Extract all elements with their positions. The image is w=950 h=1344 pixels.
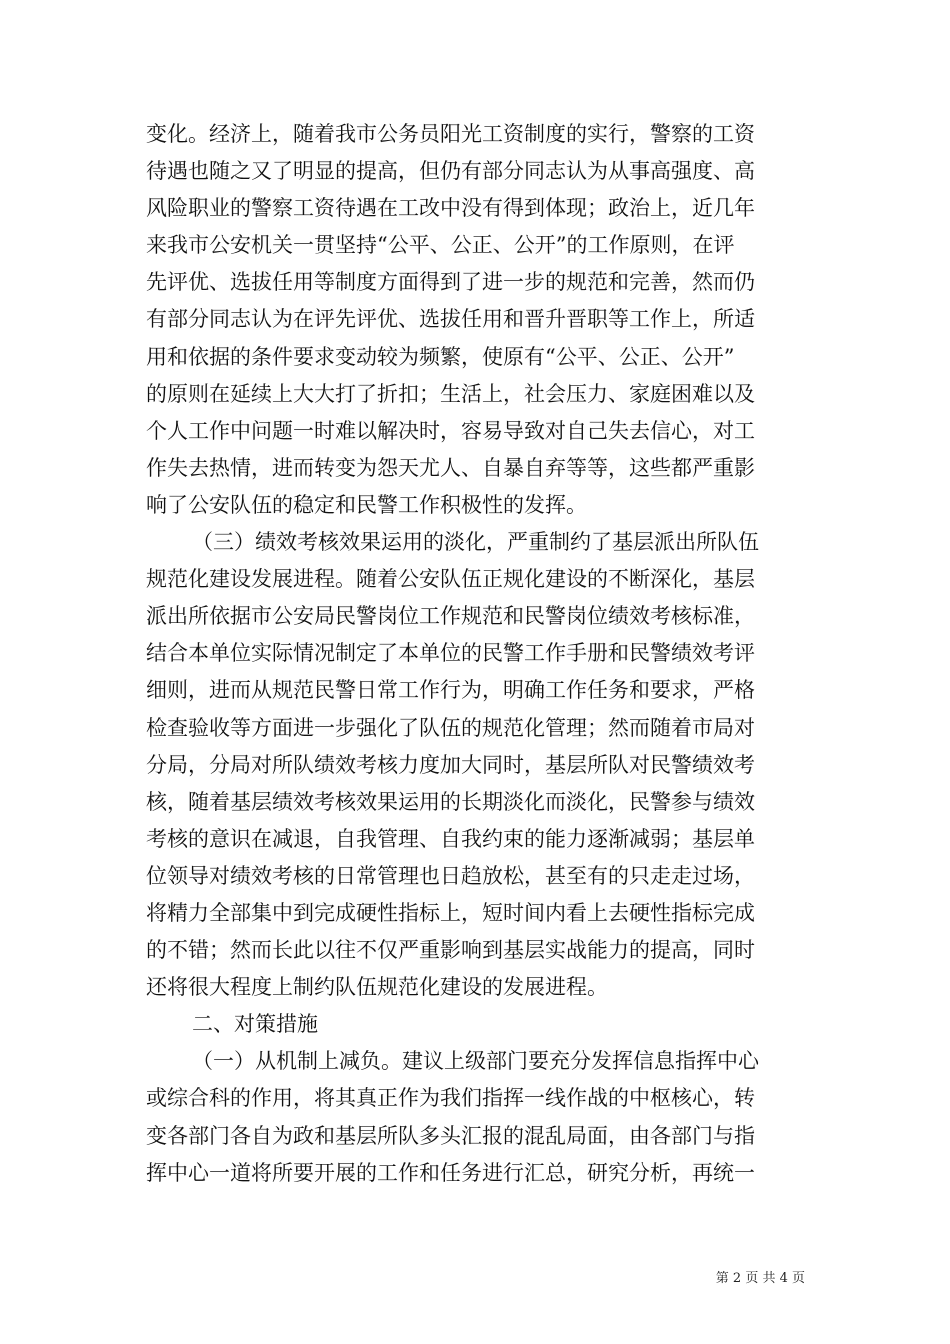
text-line: 细则，进而从规范民警日常工作行为，明确工作任务和要求，严格 [146,678,755,703]
text-line: 分局，分局对所队绩效考核力度加大同时，基层所队对民警绩效考 [146,752,755,777]
text-line: 用和依据的条件要求变动较为频繁，使原有“公平、公正、公开” [146,344,735,369]
text-line: 位领导对绩效考核的日常管理也日趋放松，甚至有的只走走过场， [146,863,755,888]
text-line: 待遇也随之又了明显的提高，但仍有部分同志认为从事高强度、高 [146,159,755,184]
text-line: 核，随着基层绩效考核效果运用的长期淡化而淡化，民警参与绩效 [146,789,755,814]
text-line: （一）从机制上减负。建议上级部门要充分发挥信息指挥中心 [192,1049,759,1074]
page-number: 第 2 页 共 4 页 [715,1271,805,1286]
text-line: 或综合科的作用，将其真正作为我们指挥一线作战的中枢核心，转 [146,1086,755,1111]
text-line: 有部分同志认为在评先评优、选拔任用和晋升晋职等工作上，所适 [146,307,755,332]
text-line: 规范化建设发展进程。随着公安队伍正规化建设的不断深化，基层 [146,567,755,592]
body-text [146,116,808,1192]
text-line: 先评优、选拔任用等制度方面得到了进一步的规范和完善，然而仍 [146,270,755,295]
text-line: 作失去热情，进而转变为怨天尤人、自暴自弃等等，这些都严重影 [146,455,755,480]
text-line: 来我市公安机关一贯坚持“公平、公正、公开”的工作原则，在评 [146,233,735,258]
text-line: 的原则在延续上大大打了折扣；生活上，社会压力、家庭困难以及 [146,381,755,406]
text-line: 检查验收等方面进一步强化了队伍的规范化管理；然而随着市局对 [146,715,755,740]
text-line: 挥中心一道将所要开展的工作和任务进行汇总，研究分析，再统一 [146,1160,755,1185]
text-line: 响了公安队伍的稳定和民警工作积极性的发挥。 [146,492,587,517]
text-line: 结合本单位实际情况制定了本单位的民警工作手册和民警绩效考评 [146,641,755,666]
text-line: 派出所依据市公安局民警岗位工作规范和民警岗位绩效考核标准， [146,604,755,629]
text-line: 的不错；然而长此以往不仅严重影响到基层实战能力的提高，同时 [146,938,755,963]
text-line: 考核的意识在减退，自我管理、自我约束的能力逐渐减弱；基层单 [146,826,755,851]
text-line: 变各部门各自为政和基层所队多头汇报的混乱局面，由各部门与指 [146,1123,755,1148]
text-line: 个人工作中问题一时难以解决时，容易导致对自己失去信心，对工 [146,418,755,443]
text-line: 二、对策措施 [192,1012,318,1037]
text-line: 风险职业的警察工资待遇在工改中没有得到体现；政治上，近几年 [146,196,755,221]
text-line: 变化。经济上，随着我市公务员阳光工资制度的实行，警察的工资 [146,122,755,146]
text-line: （三）绩效考核效果运用的淡化，严重制约了基层派出所队伍 [192,530,759,555]
text-line: 还将很大程度上制约队伍规范化建设的发展进程。 [146,975,608,1000]
text-line: 将精力全部集中到完成硬性指标上，短时间内看上去硬性指标完成 [146,900,755,925]
